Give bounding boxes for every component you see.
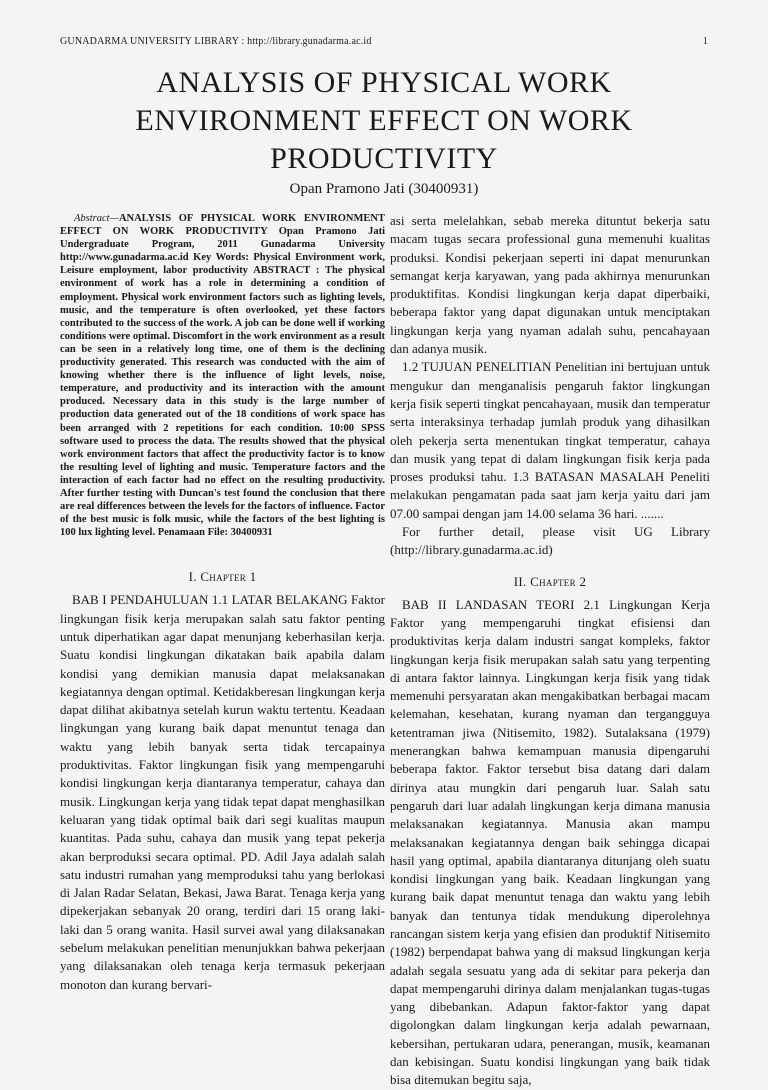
abstract-dash: — [109, 213, 119, 224]
section-name: Chapter 2 [530, 573, 587, 589]
section-numeral: II. [513, 573, 527, 589]
paper-title: ANALYSIS OF PHYSICAL WORK ENVIRONMENT EFFECT ON WORK PRODUCTIVITY [135, 66, 633, 175]
chapter-1-paragraph: BAB I PENDAHULUAN 1.1 LATAR BELAKANG Faktor lingkungan fisik kerja merupakan salah satu faktor penting untuk diperhatikan agar dapat menunjang keberhasilan kerja. Suatu kondisi lingkungan dikatakan baik apabila dalam kondisi yang demikian manusia dapat melaksanakan kegiatannya dengan optimal. Ketidakberesan lingkungan kerja dapat dilihat akibatnya setelah kurun waktu tertentu. Keadaan lingkungan yang kurang baik dapat menuntut tenaga dan waktu yang lebih banyak serta tidak tercapainya produktivitas. Faktor lingkungan fisik yang mempengaruhi kondisi lingkungan kerja diantaranya temperatur, cahaya dan musik. Lingkungan kerja yang tidak tepat dapat menghasilkan keluaran yang tidak optimal baik dari segi kualitas maupun kuantitas. Pada suhu, cahaya dan musik yang tepat pekerja akan berproduksi secara optimal. PD. Adil Jaya adalah salah satu industri rumahan yang memproduksi tahu yang berlokasi di Jalan Radar Selatan, Bekasi, Jawa Barat. Tenaga kerja yang dipekerjakan sebanyak 20 orang, terdiri dari 15 orang laki-laki dan 5 orang wanita. Hasil survei awal yang dilaksanakan sebelum melakukan penelitian menunjukkan bahwa pekerjaan yang dilaksanakan oleh tenaga kerja termasuk pekerjaan monoton dan kurang bervari- [60, 592, 385, 992]
page-number: 1 [702, 36, 708, 47]
section-heading-chapter-2 [390, 574, 710, 590]
abstract [60, 212, 385, 539]
section-name: Chapter 1 [200, 569, 257, 585]
running-header-text: GUNADARMA UNIVERSITY LIBRARY : http://library.gunadarma.ac.id [60, 36, 372, 47]
continued-paragraph: asi serta melelahkan, sebab mereka dituntut bekerja satu macam tugas secara professional guna memenuhi kualitas produksi. Kondisi pekerjaan seperti ini dapat menurunkan semangat kerja karyawan, yang pada akhirnya menurunkan produktifitas. Kondisi lingkungan kerja dapat diperbaiki, beberapa faktor yang dapat digunakan untuk menciptakan lingkungan kerja yang nyaman adalah suhu, pencahayaan dan adanya musik. [390, 213, 710, 357]
running-header [60, 36, 708, 47]
abstract-label: Abstract [74, 213, 110, 224]
right-column [390, 212, 710, 1090]
abstract-text: ANALYSIS OF PHYSICAL WORK ENVIRONMENT EFFECT ON WORK PRODUCTIVITY Opan Pramono Jati Undergraduate Program, 2011 Gunadarma University http://www.gunadarma.ac.id Key Words: Physical Environment work, Leisure employment, labor productivity ABSTRACT : The physical environment of work has a role in determining a condition of employment. Physical work environment factors such as lighting levels, music, and the temperature is often overlooked, yet these factors contributed to the success of the work. A job can be done well if working conditions were optimal. Discomfort in the work environment as a result can be seen in a relatively long time, one of them is the declining productivity generated. This research was conducted with the aim of knowing whether there is the influence of light levels, noise, temperature, and productivity and its interaction with the amount produced. Necessary data in this study is the large number of production data generated out of the 18 conditions of work space has been arranged with 2 repetitions for each condition. 10:00 SPSS software used to process the data. The results showed that the physical work environment factors that affect the productivity factor is to know the resulting level of lighting and music. Temperature factors and the interaction of each factor had no effect on the resulting productivity. After further testing with Duncan's test found the conclusion that there are real differences between the levels for the factors of influence. Factor of the best music is folk music, while the factors of the best lighting is 100 lux lighting level. Penamaan File: 30400931 [60, 213, 385, 539]
left-column [60, 212, 385, 994]
section-heading-chapter-1 [60, 569, 385, 585]
further-detail-paragraph: For further detail, please visit UG Library (http://library.gunadarma.ac.id) [390, 524, 710, 558]
chapter-2-paragraph: BAB II LANDASAN TEORI 2.1 Lingkungan Kerja Faktor yang mempengaruhi tingkat efisiensi dan produktivitas kerja dalam industri sangat kompleks, faktor lingkungan kerja fisik merupakan salah satu yang terpenting di antara faktor lainnya. Lingkungan kerja fisik yang tidak memenuhi persyaratan akan mengakibatkan berbagai macam kelemahan, kesehatan, kurang nyaman dan tergangguya ketentraman jiwa (Nitisemito, 1982). Sutalaksana (1979) menerangkan bahwa kemampuan manusia dipengaruhi beberapa faktor. Faktor tersebut bisa datang dari dalam dirinya atau mungkin dari pengaruh luar. Salah satu pengaruh dari luar adalah lingkungan kerja dimana manusia melaksanakan kegiatannya. Manusia akan mampu melaksanakan kegiatannya dengan baik sehingga dicapai hasil yang optimal, apabila diantaranya ditunjang oleh suatu kondisi lingkungan yang baik. Keadaan lingkungan yang kurang baik dapat menuntut tenaga dan waktu yang lebih banyak dan tentunya tidak mendukung diperolehnya rancangan sistem kerja yang efisien dan produktif Nitisemito (1982) berpendapat bahwa yang di maksud lingkungan kerja adalah segala sesuatu yang ada di sekitar para pekerja dan dapat mempengaruhi dirinya dalam menjalankan tugas-tugas yang dibebankan. Adapun faktor-faktor yang dapat digolongkan dalam lingkungan kerja adalah pewarnaan, kebersihan, pertukaran udara, penerangan, musik, keamanan dan kebisingan. Suatu kondisi lingkungan yang baik tidak bisa ditemukan begitu saja, [390, 596, 710, 1088]
tujuan-paragraph: 1.2 TUJUAN PENELITIAN Penelitian ini bertujuan untuk mengukur dan menganalisis pengaruh faktor lingkungan kerja fisik seperti tingkat pencahayaan, musik dan temperatur serta interaksinya terhadap jumlah produk yang dihasilkan oleh pekerja serta menentukan tingkat temperatur, cahaya dan musik yang tepat di dalam lingkungan fisik kerja pada proses produksi tahu. 1.3 BATASAN MASALAH Peneliti melakukan pengamatan pada saat jam kerja yaitu dari jam 07.00 sampai dengan jam 14.00 selama 36 hari. ....... [390, 359, 710, 521]
paper-author: Opan Pramono Jati (30400931) [289, 181, 479, 197]
section-numeral: I. [188, 569, 197, 585]
